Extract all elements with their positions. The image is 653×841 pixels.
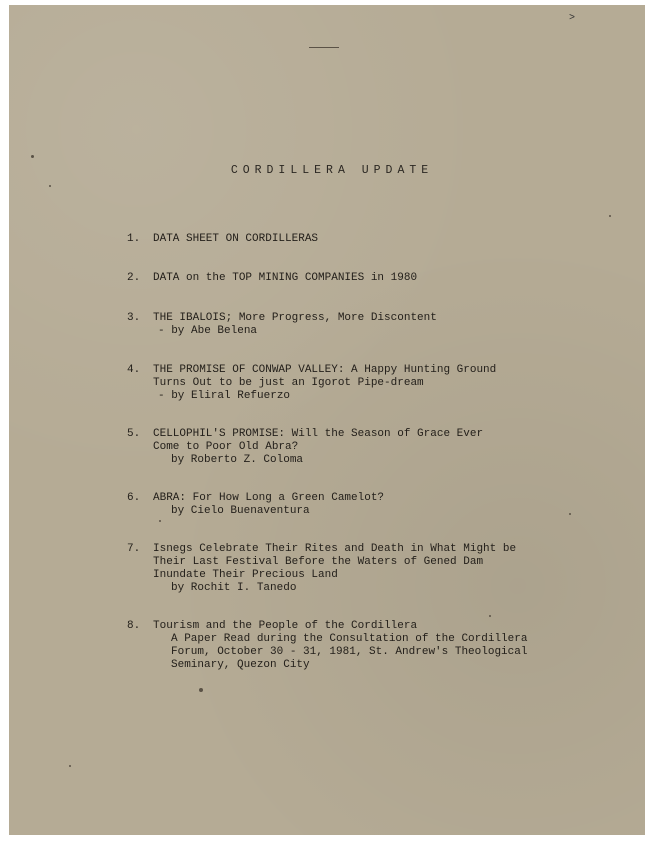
item-text: [153, 428, 483, 467]
corner-mark: >: [568, 13, 575, 24]
paper-speck: [31, 155, 34, 158]
paper-speck: [609, 215, 611, 217]
item-text: [153, 364, 496, 403]
item-author: by Rochit I. Tanedo: [171, 582, 297, 594]
item-title-continued: Their Last Festival Before the Waters of Gened Dam: [153, 556, 484, 568]
item-title: DATA on the TOP MINING COMPANIES in 1980: [153, 272, 418, 284]
item-title-continued: Turns Out to be just an Igorot Pipe-dream: [153, 377, 424, 389]
item-text: [153, 543, 516, 595]
paper-speck: [159, 520, 161, 522]
item-number: 1.: [127, 233, 141, 245]
item-number: 6.: [127, 492, 141, 504]
item-number: 4.: [127, 364, 141, 376]
item-author: by Roberto Z. Coloma: [171, 454, 304, 466]
item-number: 5.: [127, 428, 141, 440]
paper-speck: [309, 47, 339, 48]
item-title-continued: Inundate Their Precious Land: [153, 569, 338, 581]
item-title: ABRA: For How Long a Green Camelot?: [153, 492, 385, 504]
item-subtitle: Forum, October 30 - 31, 1981, St. Andrew's Theological: [171, 646, 528, 658]
item-author: - by Eliral Refuerzo: [158, 390, 291, 402]
document-page: [9, 5, 645, 835]
item-text: [153, 312, 437, 338]
paper-speck: [569, 513, 571, 515]
item-text: [153, 272, 417, 285]
item-title: THE PROMISE OF CONWAP VALLEY: A Happy Hunting Ground: [153, 364, 497, 376]
page-title: CORDILLERA UPDATE: [230, 164, 434, 177]
paper-speck: [69, 765, 71, 767]
item-text: [153, 233, 318, 246]
paper-speck: [49, 185, 51, 187]
item-title-continued: Come to Poor Old Abra?: [153, 441, 299, 453]
item-title: CELLOPHIL'S PROMISE: Will the Season of Grace Ever: [153, 428, 484, 440]
item-author: - by Abe Belena: [158, 325, 258, 337]
item-title: THE IBALOIS; More Progress, More Discontent: [153, 312, 437, 324]
item-text: [153, 620, 527, 672]
item-title: Isnegs Celebrate Their Rites and Death in What Might be: [153, 543, 517, 555]
item-number: 3.: [127, 312, 141, 324]
item-text: [153, 492, 384, 518]
item-author: by Cielo Buenaventura: [171, 505, 310, 517]
item-title: DATA SHEET ON CORDILLERAS: [153, 233, 319, 245]
item-number: 8.: [127, 620, 141, 632]
item-number: 2.: [127, 272, 141, 284]
paper-speck: [489, 615, 491, 617]
item-subtitle: A Paper Read during the Consultation of the Cordillera: [171, 633, 528, 645]
item-title: Tourism and the People of the Cordillera: [153, 620, 418, 632]
paper-speck: [199, 688, 203, 692]
item-number: 7.: [127, 543, 141, 555]
item-subtitle: Seminary, Quezon City: [171, 659, 310, 671]
